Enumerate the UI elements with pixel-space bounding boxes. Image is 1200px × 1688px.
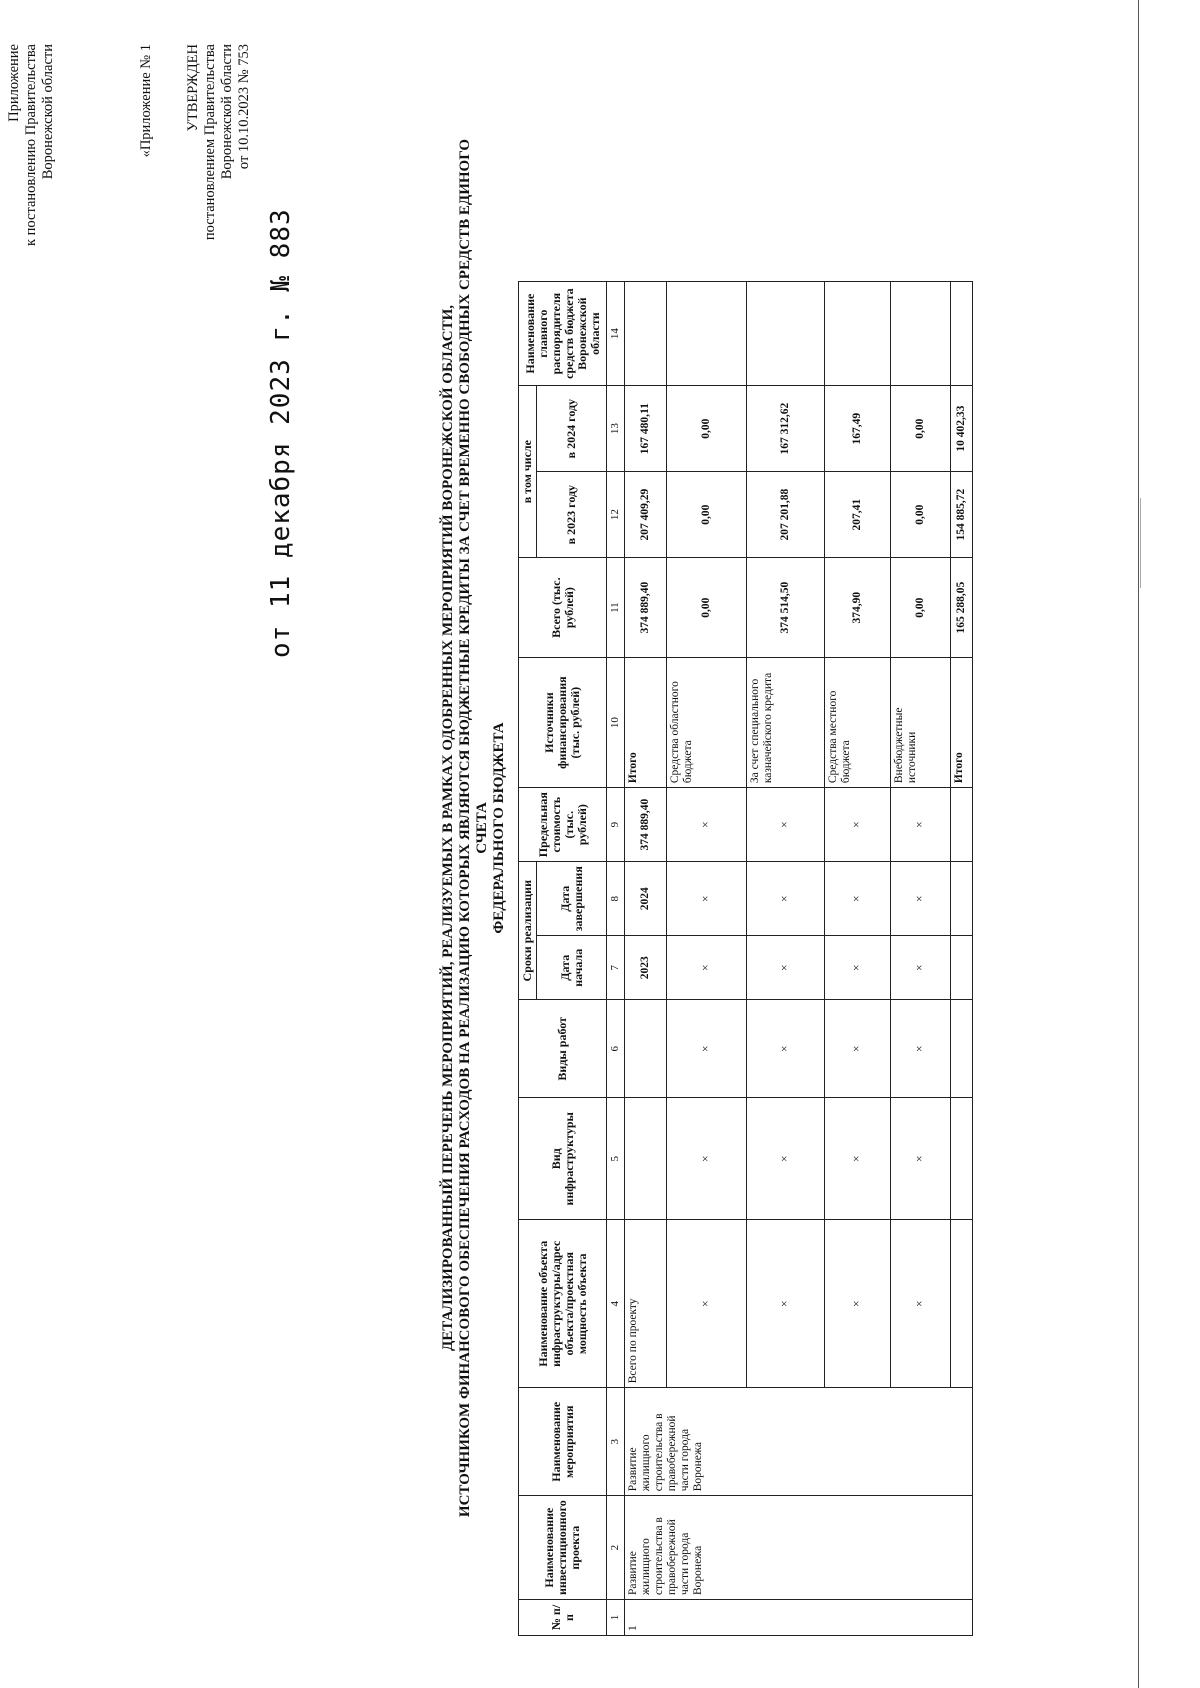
manager-cell xyxy=(625,282,667,386)
x-mark: × xyxy=(825,1098,891,1220)
source-label: За счет специального казначейского кредита xyxy=(747,658,825,788)
total-value: 0,00 xyxy=(667,558,747,658)
manager-cell xyxy=(951,282,973,386)
x-mark: × xyxy=(891,788,951,862)
header-limit: Предельная стоимость (тыс. рублей) xyxy=(519,788,607,862)
x-mark: × xyxy=(747,1098,825,1220)
source-label: Средства местного бюджета xyxy=(825,658,891,788)
col-number: 14 xyxy=(607,282,625,386)
appendix-reference: «Приложение № 1 xyxy=(138,44,154,158)
col-number: 2 xyxy=(607,1496,625,1600)
approved-by-line: Воронежской области xyxy=(219,44,235,180)
manager-cell xyxy=(891,282,951,386)
approved-date: от 10.10.2023 № 753 xyxy=(236,44,252,170)
x-mark: × xyxy=(825,1000,891,1098)
col-number: 12 xyxy=(607,472,625,558)
x-mark: × xyxy=(667,788,747,862)
decree-date-stamp: от 11 декабря 2023 г. № 883 xyxy=(266,208,296,658)
value-2023: 207 409,29 xyxy=(625,472,667,558)
value-2024: 167,49 xyxy=(825,386,891,472)
source-label: Средства областного бюджета xyxy=(667,658,747,788)
column-number-row xyxy=(607,282,625,1636)
x-mark: × xyxy=(891,862,951,936)
x-mark: × xyxy=(747,1000,825,1098)
manager-cell xyxy=(825,282,891,386)
header-infra: Вид инфраструктуры xyxy=(519,1098,607,1220)
value-2023: 207,41 xyxy=(825,472,891,558)
header-manager: Наименование главного распорядителя средств бюджета Воронежской области xyxy=(519,282,607,386)
value-2023: 0,00 xyxy=(667,472,747,558)
x-mark: × xyxy=(891,1000,951,1098)
empty-cell xyxy=(951,862,973,936)
page-edge-line xyxy=(1138,0,1139,1688)
header-num: № п/п xyxy=(519,1600,607,1636)
value-2024: 0,00 xyxy=(891,386,951,472)
x-mark: × xyxy=(667,1000,747,1098)
x-mark: × xyxy=(747,862,825,936)
x-mark: × xyxy=(667,936,747,1000)
x-mark: × xyxy=(825,788,891,862)
scan-mark-line xyxy=(1140,498,1141,588)
x-mark: × xyxy=(891,1220,951,1388)
header-works: Виды работ xyxy=(519,1000,607,1098)
x-mark: × xyxy=(825,862,891,936)
x-mark: × xyxy=(891,1098,951,1220)
appendix-block xyxy=(6,44,57,246)
header-sources: Источники финансирования (тыс. рублей) xyxy=(519,658,607,788)
value-2024: 167 480,11 xyxy=(625,386,667,472)
header-terms: Сроки реализации xyxy=(519,862,537,1000)
source-label: Внебюджетные источники xyxy=(891,658,951,788)
row-infra xyxy=(625,1098,667,1220)
manager-cell xyxy=(747,282,825,386)
col-number: 4 xyxy=(607,1220,625,1388)
row-event: Развитие жилищного строительства в правобережной части города Воронежа xyxy=(625,1388,973,1496)
value-2024: 0,00 xyxy=(667,386,747,472)
col-number: 1 xyxy=(607,1600,625,1636)
document-title xyxy=(440,138,508,1518)
value-2024: 167 312,62 xyxy=(747,386,825,472)
value-2024: 10 402,33 xyxy=(951,386,973,472)
empty-cell xyxy=(951,936,973,1000)
row-limit: 374 889,40 xyxy=(625,788,667,862)
header-total: Всего (тыс. рублей) xyxy=(519,558,607,658)
appendix-line: Воронежской области xyxy=(40,44,56,180)
empty-cell xyxy=(951,788,973,862)
table-header-row xyxy=(519,282,537,1636)
approved-label: УТВЕРЖДЕН xyxy=(185,44,201,132)
col-number: 9 xyxy=(607,788,625,862)
appendix-line: Приложение xyxy=(6,44,22,122)
total-value: 165 288,05 xyxy=(951,558,973,658)
col-number: 3 xyxy=(607,1388,625,1496)
x-mark: × xyxy=(667,1098,747,1220)
row-object-total: Всего по проекту xyxy=(625,1220,667,1388)
col-number: 7 xyxy=(607,936,625,1000)
value-2023: 207 201,88 xyxy=(747,472,825,558)
header-project: Наименование инвестиционного проекта xyxy=(519,1496,607,1600)
title-line: ДЕТАЛИЗИРОВАННЫЙ ПЕРЕЧЕНЬ МЕРОПРИЯТИЙ, РЕАЛИЗУЕМЫХ В РАМКАХ ОДОБРЕННЫХ МЕРОПРИЯТИЙ ВОРОНЕЖСКОЙ ОБЛАСТИ, xyxy=(440,304,456,1352)
col-number: 11 xyxy=(607,558,625,658)
manager-cell xyxy=(667,282,747,386)
header-object: Наименование объекта инфраструктуры/адрес объекта/проектная мощность объекта xyxy=(519,1220,607,1388)
empty-cell xyxy=(951,1220,973,1388)
header-2023: в 2023 году xyxy=(537,472,607,558)
header-start: Дата начала xyxy=(537,936,607,1000)
x-mark: × xyxy=(747,1220,825,1388)
col-number: 8 xyxy=(607,862,625,936)
x-mark: × xyxy=(747,788,825,862)
x-mark: × xyxy=(747,936,825,1000)
measures-table xyxy=(518,281,973,1636)
row-works xyxy=(625,1000,667,1098)
value-2023: 0,00 xyxy=(891,472,951,558)
empty-cell xyxy=(951,1000,973,1098)
x-mark: × xyxy=(667,862,747,936)
total-value: 0,00 xyxy=(891,558,951,658)
approval-block xyxy=(138,44,253,240)
source-label: Итого xyxy=(625,658,667,788)
row-end: 2024 xyxy=(625,862,667,936)
source-label: Итого xyxy=(951,658,973,788)
empty-cell xyxy=(951,1098,973,1220)
col-number: 13 xyxy=(607,386,625,472)
col-number: 10 xyxy=(607,658,625,788)
header-2024: в 2024 году xyxy=(537,386,607,472)
total-value: 374,90 xyxy=(825,558,891,658)
total-value: 374 514,50 xyxy=(747,558,825,658)
x-mark: × xyxy=(825,936,891,1000)
total-value: 374 889,40 xyxy=(625,558,667,658)
row-start: 2023 xyxy=(625,936,667,1000)
table-row xyxy=(625,282,667,1636)
title-line: ИСТОЧНИКОМ ФИНАНСОВОГО ОБЕСПЕЧЕНИЯ РАСХОДОВ НА РЕАЛИЗАЦИЮ КОТОРЫХ ЯВЛЯЮТСЯ БЮДЖЕТНЫЕ КРЕДИТЫ ЗА СЧЕТ ВРЕМЕННО СВОБОДНЫХ СРЕДСТВ ЕДИНОГО СЧЕТА xyxy=(457,138,490,1518)
x-mark: × xyxy=(891,936,951,1000)
appendix-line: к постановлению Правительства xyxy=(23,44,39,246)
col-number: 5 xyxy=(607,1098,625,1220)
header-end: Дата завершения xyxy=(537,862,607,936)
approved-by-line: постановлением Правительства xyxy=(202,44,218,241)
value-2023: 154 885,72 xyxy=(951,472,973,558)
x-mark: × xyxy=(825,1220,891,1388)
title-line: ФЕДЕРАЛЬНОГО БЮДЖЕТА xyxy=(491,722,507,934)
row-num: 1 xyxy=(625,1600,973,1636)
header-incl: в том числе xyxy=(519,386,537,558)
header-event: Наименование мероприятия xyxy=(519,1388,607,1496)
col-number: 6 xyxy=(607,1000,625,1098)
x-mark: × xyxy=(667,1220,747,1388)
row-project: Развитие жилищного строительства в правобережной части города Воронежа xyxy=(625,1496,973,1600)
